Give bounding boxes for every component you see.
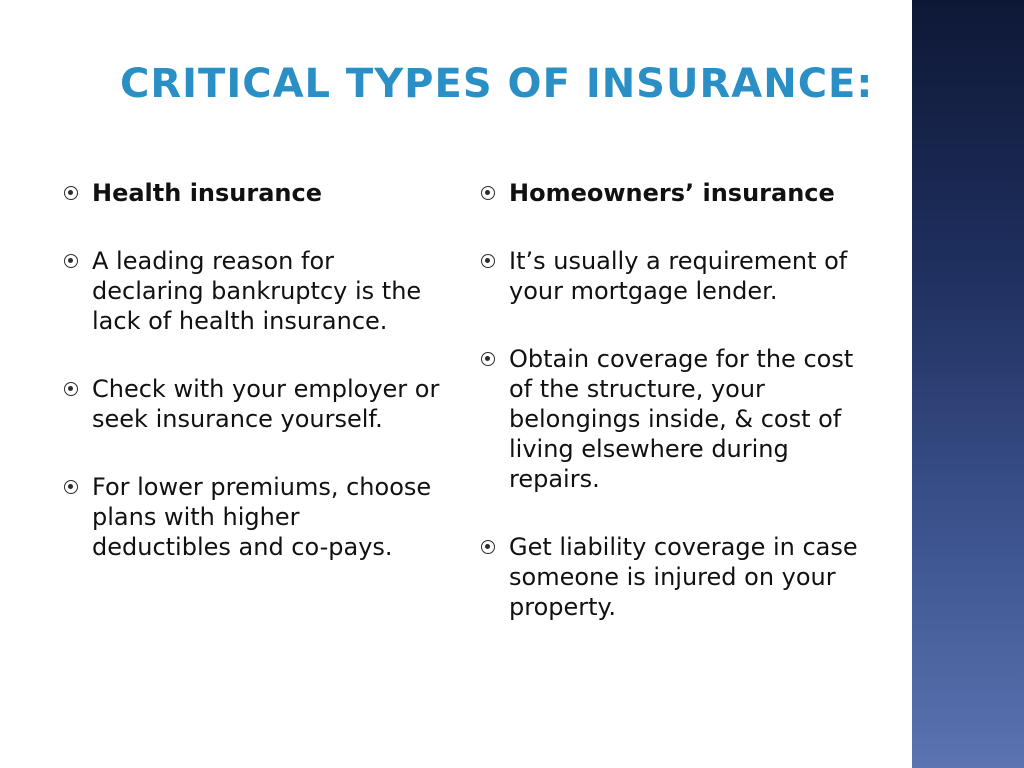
list-item-text: Health insurance	[92, 179, 323, 207]
decorative-side-bar	[912, 0, 1024, 768]
target-bullet-icon	[481, 186, 495, 200]
list-item	[481, 532, 881, 622]
list-item-text: For lower premiums, choose plans with higher deductibles and co-pays.	[92, 473, 432, 561]
list-item	[64, 374, 444, 434]
list-item	[64, 178, 444, 208]
target-bullet-icon	[64, 382, 78, 396]
list-item-text: Get liability coverage in case someone is injured on your property.	[509, 533, 858, 621]
target-bullet-icon	[481, 352, 495, 366]
list-item	[481, 246, 881, 306]
target-bullet-icon	[64, 254, 78, 268]
slide-title: CRITICAL TYPES OF INSURANCE:	[120, 61, 874, 107]
target-bullet-icon	[481, 540, 495, 554]
list-item-text: A leading reason for declaring bankruptcy is the lack of health insurance.	[92, 247, 422, 335]
list-item-text: It’s usually a requirement of your mortgage lender.	[509, 247, 848, 305]
list-item-text: Obtain coverage for the cost of the structure, your belongings inside, & cost of living elsewhere during repairs.	[509, 345, 854, 493]
left-column	[64, 178, 444, 600]
list-item-text: Homeowners’ insurance	[509, 179, 835, 207]
target-bullet-icon	[64, 480, 78, 494]
right-column	[481, 178, 881, 660]
list-item	[481, 344, 881, 494]
list-item-text: Check with your employer or seek insurance yourself.	[92, 375, 440, 433]
list-item	[64, 472, 444, 562]
list-item	[64, 246, 444, 336]
target-bullet-icon	[64, 186, 78, 200]
target-bullet-icon	[481, 254, 495, 268]
list-item	[481, 178, 881, 208]
